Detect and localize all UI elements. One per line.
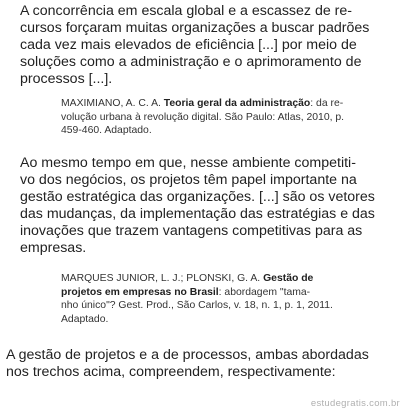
excerpt-1-line: cada vez mais elevados de eficiência [...] por meio de — [20, 37, 357, 53]
citation-1-line: 459-460. Adaptado. — [61, 125, 152, 137]
excerpt-2 — [20, 155, 400, 257]
excerpt-2-line: gestão estratégica das organizações. [...] são os vetores — [20, 189, 375, 205]
excerpt-1-line: A concorrência em escala global e a escassez de re- — [20, 3, 353, 19]
question-line: nos trechos acima, compreendem, respectivamente: — [6, 364, 336, 380]
citation-1-author: MAXIMIANO, A. C. A. — [61, 98, 164, 109]
citation-2-title-part1: Gestão de — [263, 273, 314, 284]
citation-2-line: Adaptado. — [61, 314, 109, 326]
excerpt-1 — [20, 3, 400, 88]
excerpt-1-line: processos [...]. — [20, 71, 113, 87]
excerpt-1-line: soluções como a administração e o aprimoramento de — [20, 54, 362, 70]
citation-2-author: MARQUES JUNIOR, L. J.; PLONSKI, G. A. — [61, 273, 264, 284]
citation-2-line: nho único"? Gest. Prod., São Carlos, v. 18, n. 1, p. 1, 2011. — [61, 300, 333, 312]
question-stem — [6, 347, 402, 381]
excerpt-2-line: empresas. — [20, 240, 87, 256]
citation-1-title: Teoria geral da administração — [163, 98, 311, 109]
excerpt-2-line: das mudanças, da implementação das estratégias e das — [20, 206, 375, 222]
site-watermark: estudegratis.com.br — [310, 398, 400, 409]
citation-1-subtitle: : da re- — [310, 98, 344, 109]
excerpt-2-line: inovações que trazem vantagens competitivas para as — [20, 223, 363, 239]
citation-1 — [61, 97, 401, 138]
question-line: A gestão de projetos e a de processos, ambas abordadas — [6, 347, 369, 363]
citation-2-subtitle: : abordagem "tama- — [218, 286, 311, 298]
excerpt-1-line: cursos forçaram muitas organizações a buscar padrões — [20, 20, 370, 36]
citation-1-line: volução urbana à revolução digital. São Paulo: Atlas, 2010, p. — [61, 111, 345, 123]
excerpt-2-line: Ao mesmo tempo em que, nesse ambiente competiti- — [20, 155, 356, 171]
citation-2-title-part2: projetos em empresas no Brasil — [61, 286, 219, 298]
citation-2 — [61, 272, 401, 327]
excerpt-2-line: vo dos negócios, os projetos têm papel importante na — [20, 172, 357, 188]
